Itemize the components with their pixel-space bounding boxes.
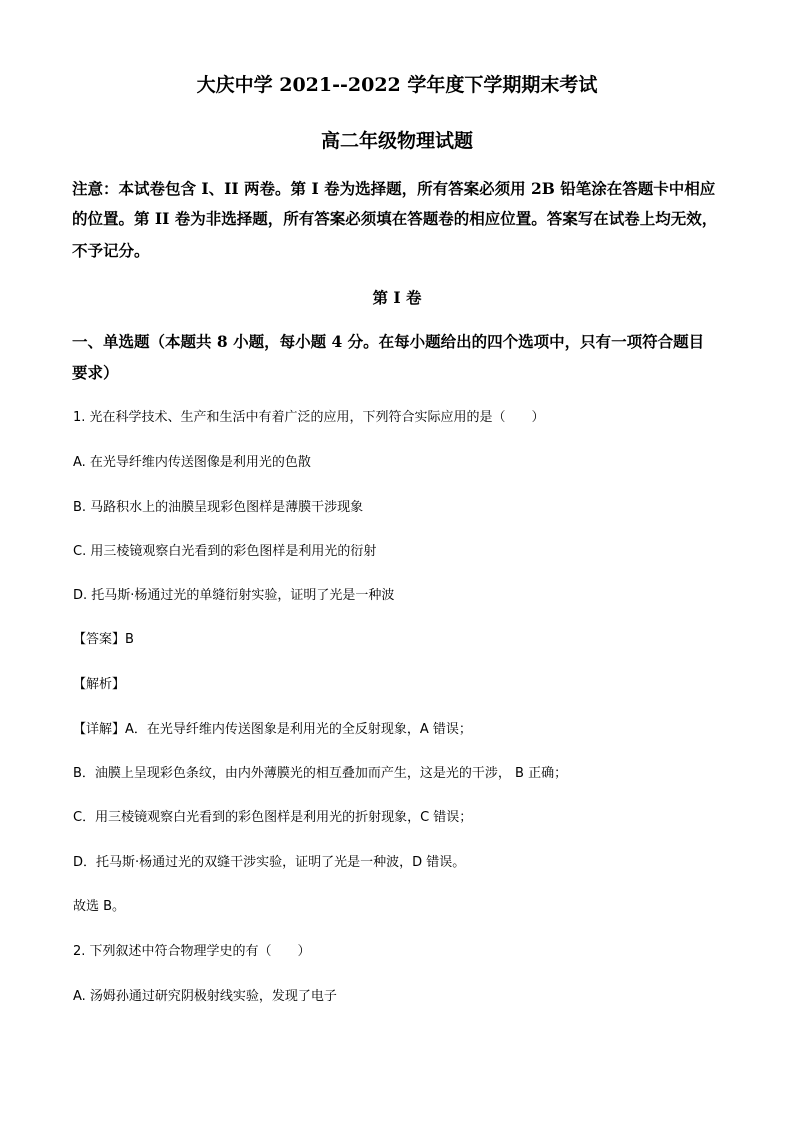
question-1-answer: 【答案】B [73, 632, 134, 647]
notice-line-2: 的位置。第 II 卷为非选择题，所有答案必须填在答题卷的相应位置。答案写在试卷上均无效， [72, 209, 718, 228]
notice-line-3: 不予记分。 [72, 241, 150, 260]
question-1-option-b: B. 马路积水上的油膜呈现彩色图样是薄膜干涉现象 [73, 500, 364, 515]
part-heading: 第 I 卷 [372, 288, 422, 307]
section-heading-line-2: 要求） [72, 363, 119, 382]
notice-line-1: 注意：本试卷包含 I、II 两卷。第 I 卷为选择题，所有答案必须用 2B 铅笔涂在答题卡中相应 [72, 179, 716, 198]
question-1-option-a: A. 在光导纤维内传送图像是利用光的色散 [73, 455, 311, 470]
question-1-option-d: D. 托马斯·杨通过光的单缝衍射实验，证明了光是一种波 [73, 588, 395, 603]
section-heading-line-1: 一、单选题（本题共 8 小题，每小题 4 分。在每小题给出的四个选项中，只有一项符合题目 [72, 332, 705, 351]
exam-title: 大庆中学 2021--2022 学年度下学期期末考试 [196, 74, 598, 96]
question-1-analysis-line-4: D．托马斯·杨通过光的双缝干涉实验，证明了光是一种波，D 错误。 [73, 855, 466, 870]
exam-subtitle: 高二年级物理试题 [320, 130, 473, 152]
question-1-analysis-line-2: B．油膜上呈现彩色条纹，由内外薄膜光的相互叠加而产生，这是光的干涉， B 正确； [73, 766, 568, 781]
question-2-stem: 2. 下列叙述中符合物理学史的有（ ） [73, 944, 311, 959]
question-1-analysis-line-1: 【详解】A．在光导纤维内传送图象是利用光的全反射现象，A 错误； [73, 722, 472, 737]
question-1-option-c: C. 用三棱镜观察白光看到的彩色图样是利用光的衍射 [73, 544, 377, 559]
question-2-option-a: A. 汤姆孙通过研究阴极射线实验，发现了电子 [73, 989, 337, 1004]
question-1-stem: 1. 光在科学技术、生产和生活中有着广泛的应用，下列符合实际应用的是（ ） [73, 410, 545, 425]
question-1-analysis-label: 【解析】 [73, 677, 126, 692]
question-1-conclusion: 故选 B。 [73, 899, 126, 914]
question-1-analysis-line-3: C．用三棱镜观察白光看到的彩色图样是利用光的折射现象，C 错误； [73, 810, 473, 825]
